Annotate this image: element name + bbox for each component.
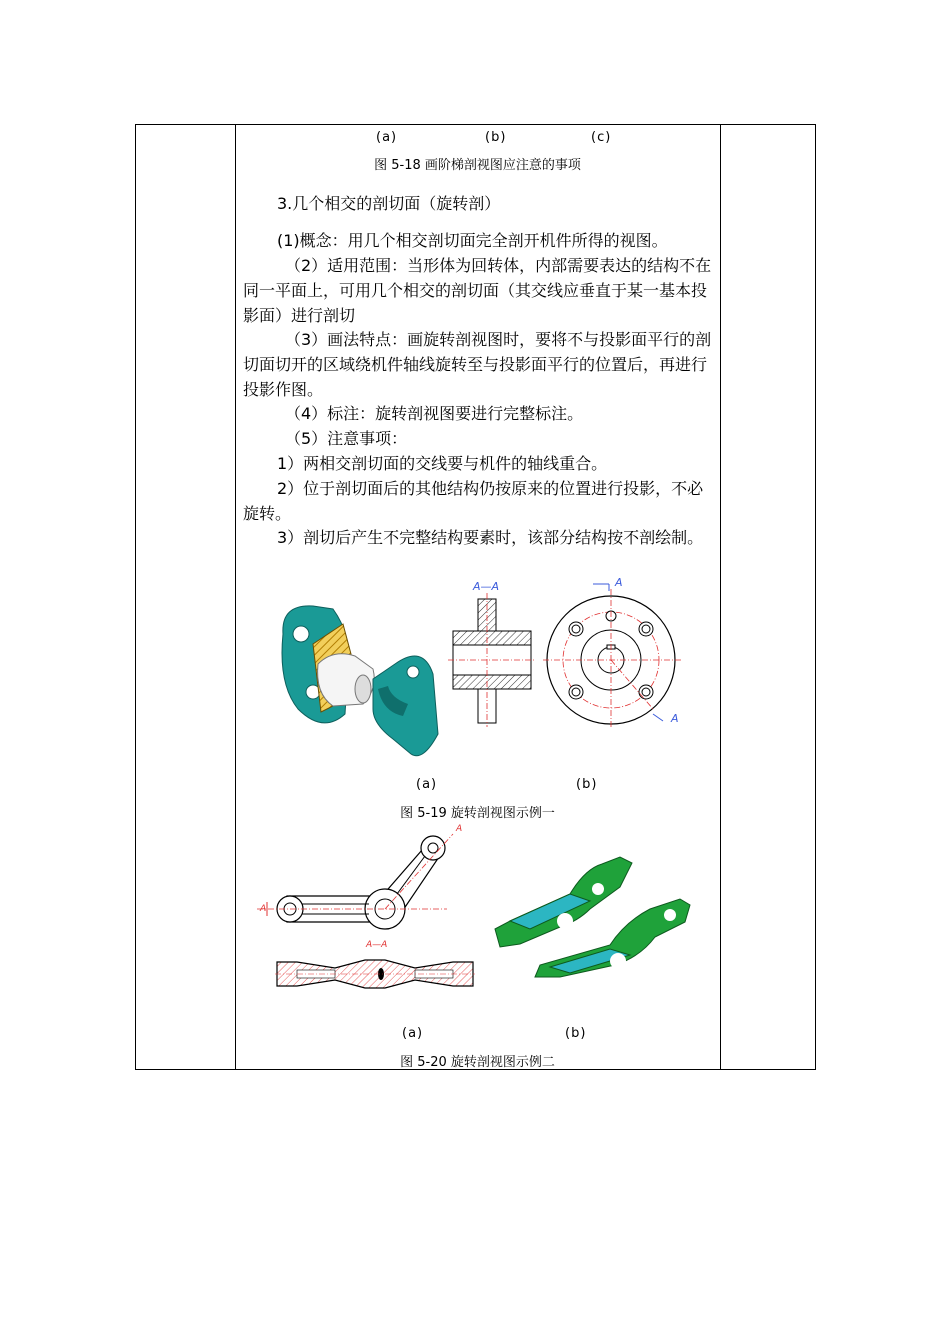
fig20-caption: 图 5-20 旋转剖视图示例二 [400, 1055, 555, 1070]
fig20-arrow-label-top: A [456, 824, 463, 834]
para-concept: (1)概念：用几个相交剖切面完全剖开机件所得的视图。 [277, 231, 668, 250]
fig19-section-title: A—A [473, 580, 500, 593]
fig20-label-a: (a) [402, 1026, 424, 1041]
fig19-arrow-label-bottom: A [671, 712, 679, 725]
fig18-label-a: (a) [376, 130, 398, 145]
para-scope: （2）适用范围：当形体为回转体，内部需要表达的结构不在同一平面上，可用几个相交的剖切面（其交线应垂直于某一基本投影面）进行剖切 [243, 256, 712, 325]
fig20-top-view [257, 824, 482, 944]
fig19-front-view [543, 579, 693, 729]
fig18-caption: 图 5-18 画阶梯剖视图应注意的事项 [374, 158, 581, 173]
fig18-label-c: (c) [591, 130, 612, 145]
para-drawing: （3）画法特点：画旋转剖视图时，要将不与投影面平行的剖切面切开的区域绕机件轴线旋转至与投影面平行的位置后，再进行投影作图。 [243, 330, 712, 399]
fig20-3d-parts [490, 849, 700, 984]
fig19-label-a: (a) [416, 777, 438, 792]
para-note-3: 3）剖切后产生不完整结构要素时，该部分结构按不剖绘制。 [277, 528, 704, 547]
fig20-section-view [275, 954, 475, 994]
fig18-label-b: (b) [485, 130, 507, 145]
para-note-2: 2）位于剖切面后的其他结构仍按原来的位置进行投影，不必旋转。 [243, 479, 704, 523]
fig19-section-view [448, 579, 538, 729]
table-divider-right [720, 125, 721, 1069]
para-note-1: 1）两相交剖切面的交线要与机件的轴线重合。 [277, 454, 608, 473]
para-annotation: （4）标注：旋转剖视图要进行完整标注。 [285, 404, 584, 423]
fig20-label-b: (b) [565, 1026, 587, 1041]
fig19-3d-cutaway [273, 594, 453, 766]
fig19-arrow-label-top: A [615, 576, 623, 589]
fig20-section-title: A—A [366, 940, 388, 950]
section-heading: 3.几个相交的剖切面（旋转剖） [277, 194, 501, 213]
fig19-caption: 图 5-19 旋转剖视图示例一 [400, 806, 555, 821]
fig19-label-b: (b) [576, 777, 598, 792]
para-notes: （5）注意事项： [285, 429, 408, 448]
content-cell [235, 124, 720, 1070]
fig20-arrow-label-left: A [260, 904, 267, 914]
